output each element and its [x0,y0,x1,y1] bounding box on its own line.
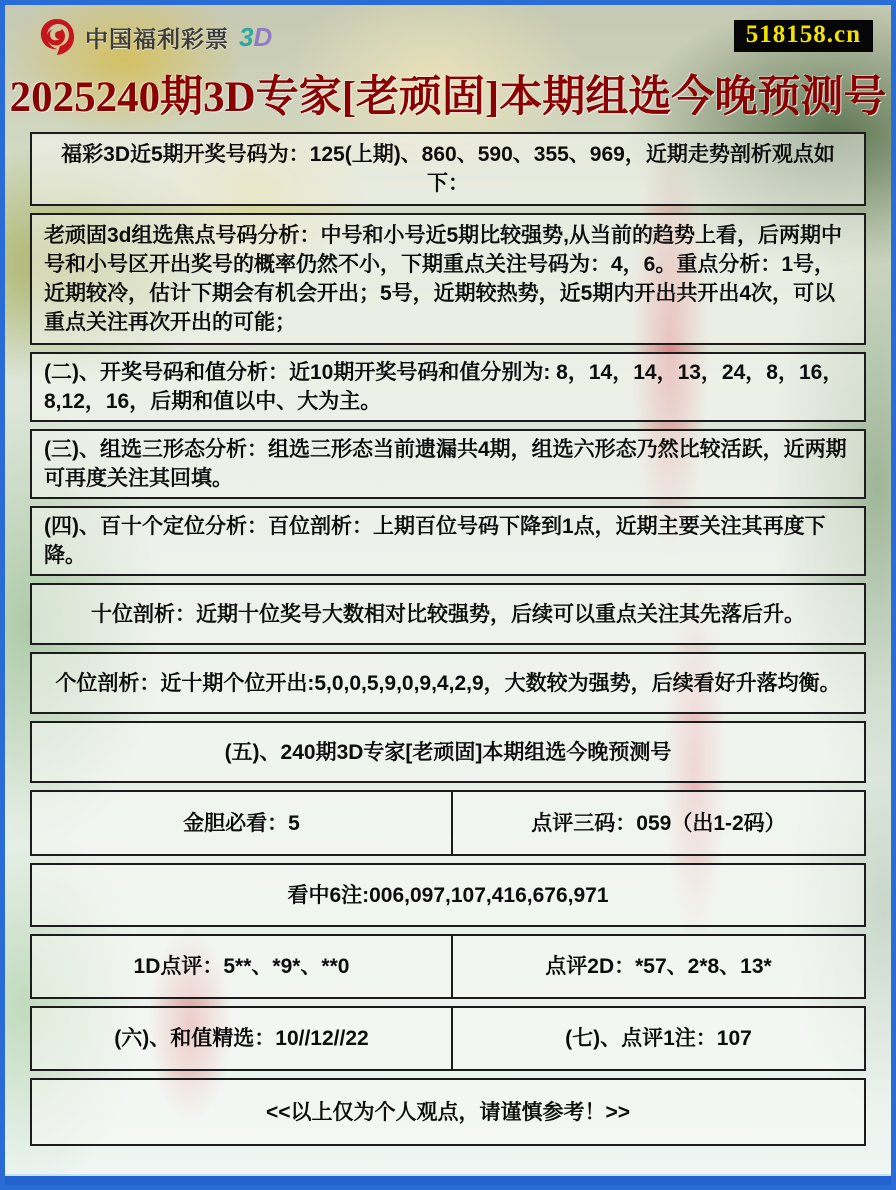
cwl-logo-icon [37,17,77,57]
section-group-three-analysis: (三)、组选三形态分析：组选三形态当前遗漏共4期，组选六形态乃然比较活跃，近两期可再度关注其回填。 [30,429,866,499]
row-gold-dan-and-three-codes [30,790,866,856]
section-six-picks: 看中6注:006,097,107,416,676,971 [30,863,866,927]
analysis-sheet [30,132,866,1153]
site-url-badge: 518158.cn [734,20,873,52]
section-position-analysis: (四)、百十个定位分析：百位剖析：上期百位号码下降到1点，近期主要关注其再度下降。 [30,506,866,576]
logo-text: 中国福利彩票 [85,25,229,52]
row-1d-and-2d-comments [30,934,866,999]
section-sum-value-analysis: (二)、开奖号码和值分析：近10期开奖号码和值分别为: 8，14，14，13，24，8，16，8,12，16，后期和值以中、大为主。 [30,352,866,422]
section-tens-analysis: 十位剖析：近期十位奖号大数相对比较强势，后续可以重点关注其先落后升。 [30,583,866,645]
bottom-border-bar [5,1174,891,1185]
section-disclaimer: <<以上仅为个人观点，请谨慎参考！>> [30,1078,866,1146]
one-d-comment-cell: 1D点评：5**、*9*、**0 [32,936,453,997]
page-title: 2025240期3D专家[老顽固]本期组选今晚预测号 [9,74,887,121]
site-logo [37,17,272,57]
two-d-comment-cell: 点评2D：*57、2*8、13* [545,955,772,978]
section-prediction-header: (五)、240期3D专家[老顽固]本期组选今晚预测号 [30,721,866,783]
sum-picks-cell: (六)、和值精选：10//12//22 [32,1008,453,1069]
three-code-comment-cell: 点评三码：059（出1-2码） [531,811,786,835]
section-units-analysis: 个位剖析：近十期个位开出:5,0,0,5,9,0,9,4,2,9，大数较为强势，后续看好升落均衡。 [30,652,866,714]
section-focus-analysis: 老顽固3d组选焦点号码分析：中号和小号近5期比较强势,从当前的趋势上看，后两期中号和小号区开出奖号的概率仍然不小，下期重点关注号码为：4，6。重点分析：1号，近期较冷，估计下期会有机会开出；5号，近期较热势，近5期内开出共开出4次，可以重点关注再次开出的可能； [30,213,866,345]
one-note-comment-cell: (七)、点评1注：107 [565,1027,752,1050]
section-recent-draws: 福彩3D近5期开奖号码为：125(上期)、860、590、355、969，近期走势剖析观点如下： [30,132,866,206]
gold-dan-cell: 金胆必看：5 [32,792,453,854]
row-sum-picks-and-one-note [30,1006,866,1071]
logo-3d-text: 3D [239,21,273,52]
